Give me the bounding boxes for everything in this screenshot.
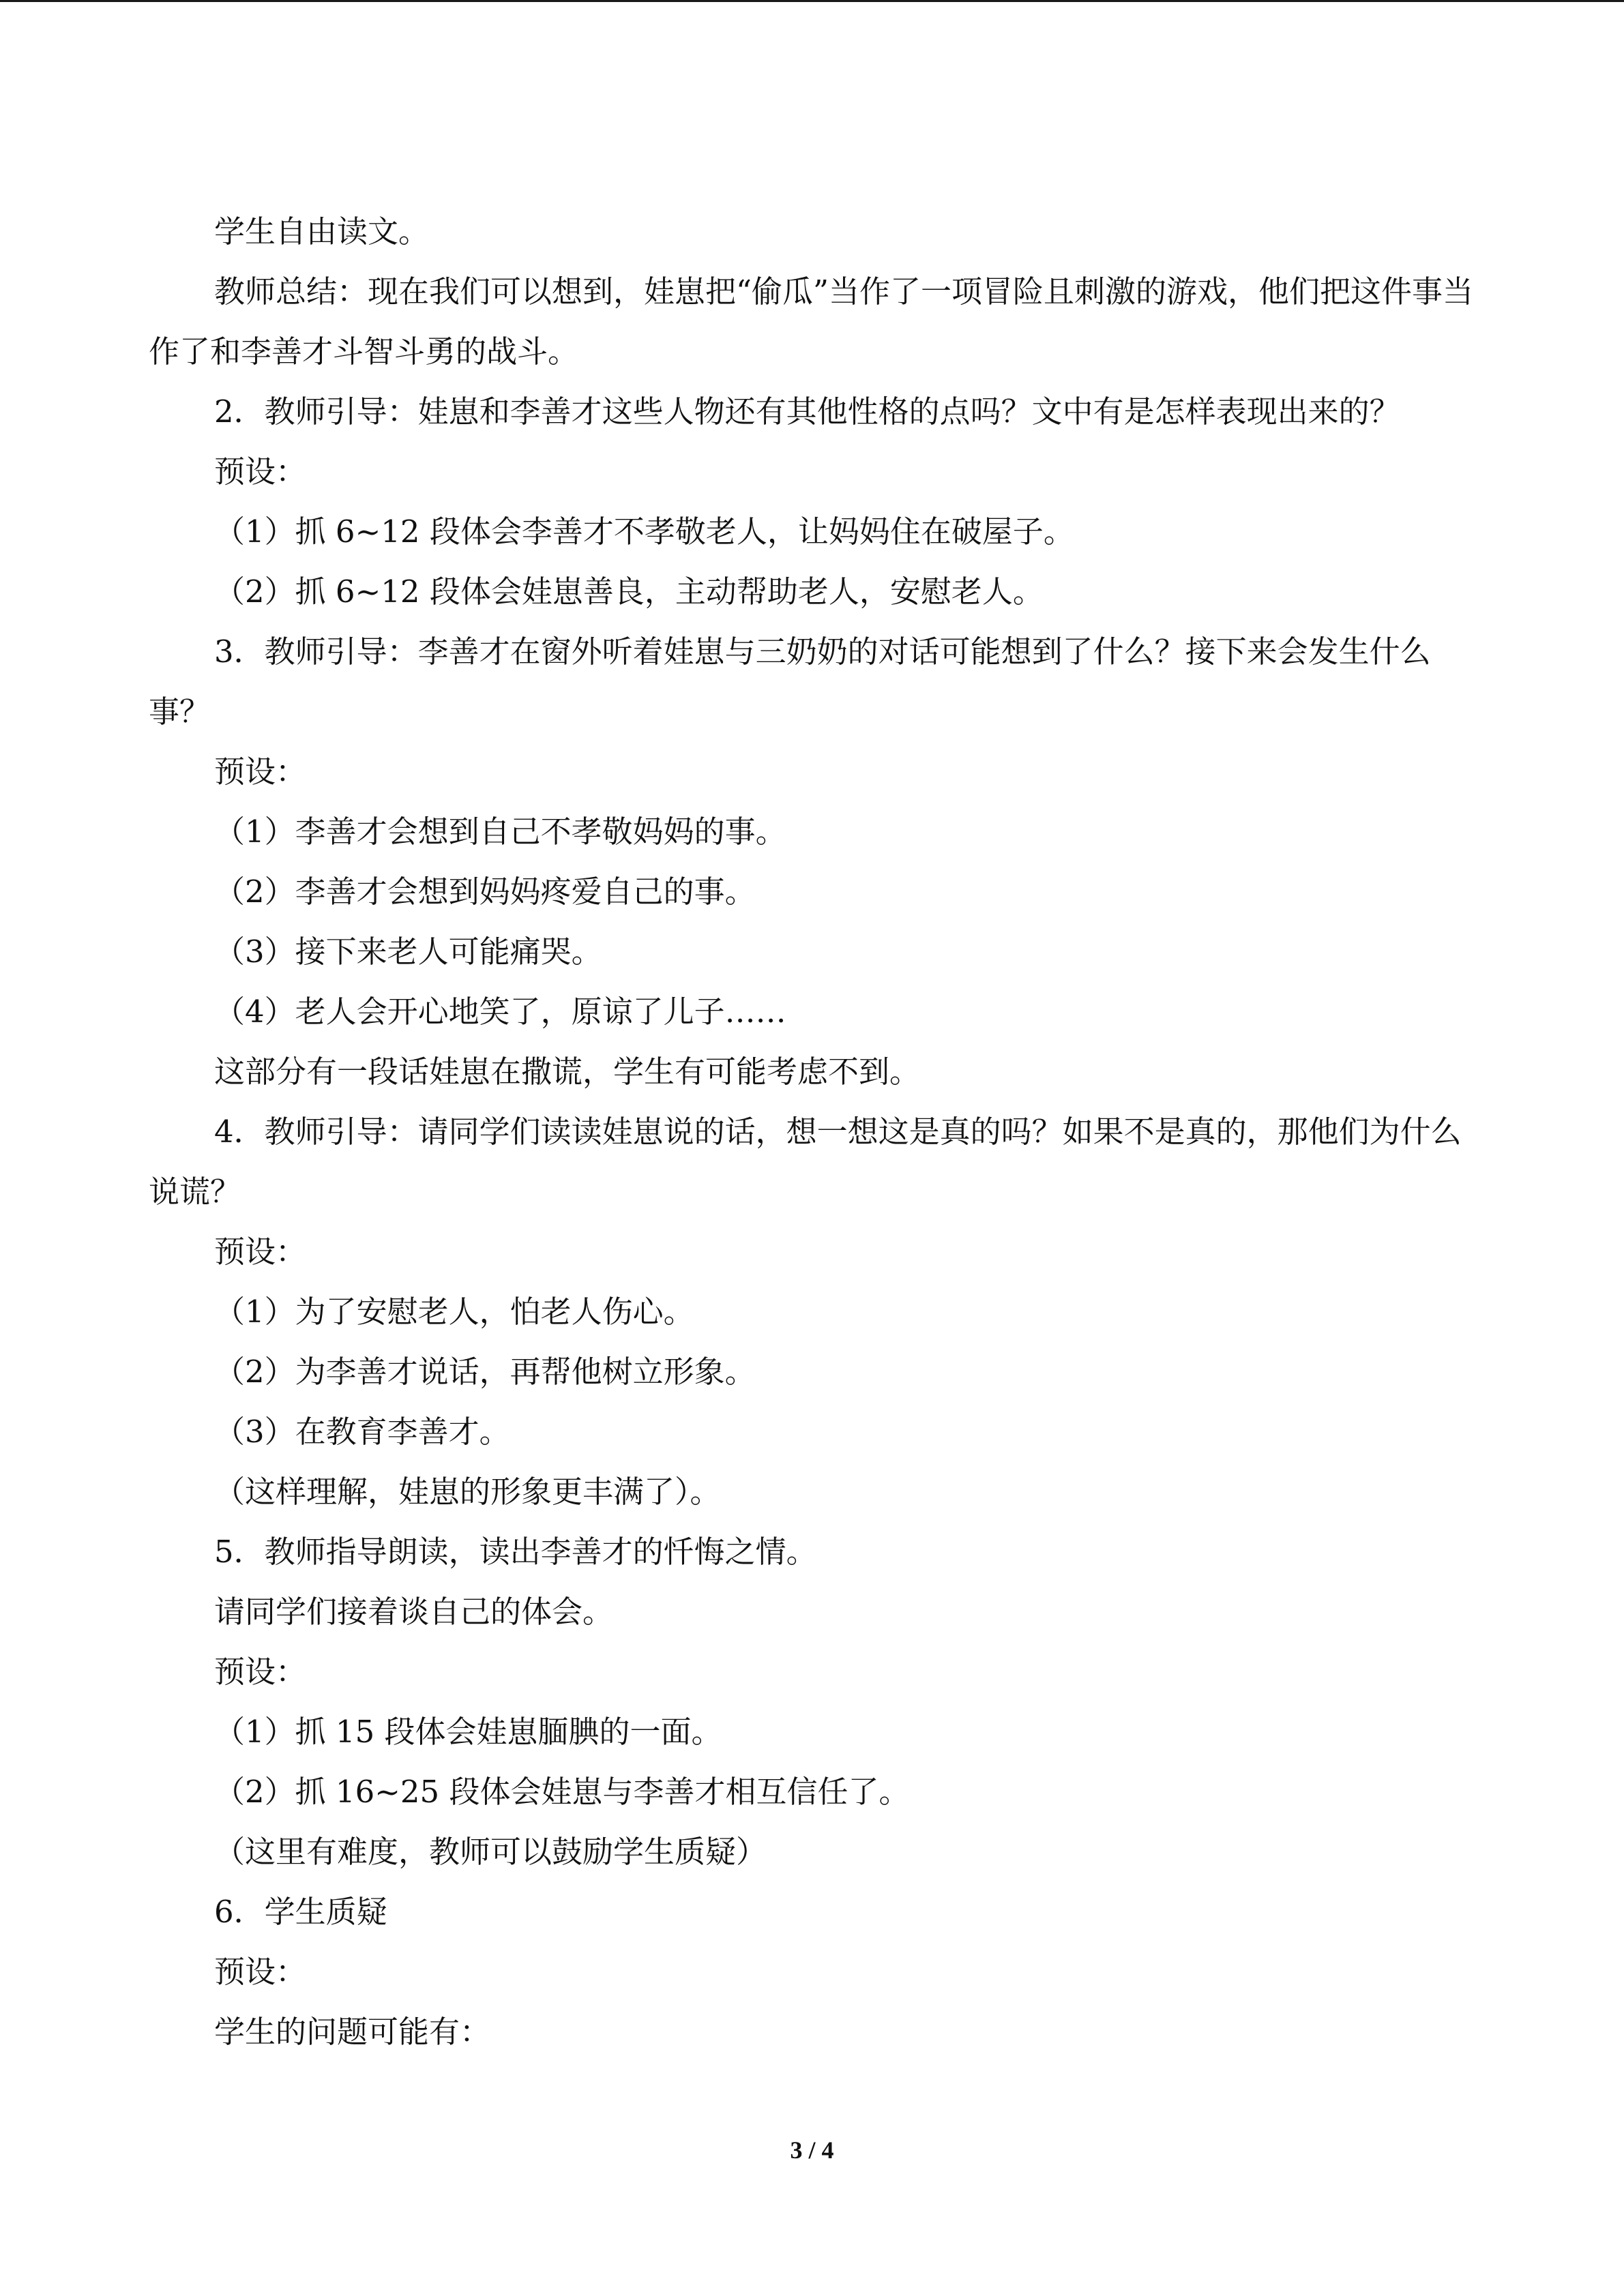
paragraph: （这样理解，娃崽的形象更丰满了）。 (214, 1474, 721, 1510)
list-item: （3）接下来老人可能痛哭。 (214, 934, 602, 970)
paragraph: 学生自由读文。 (214, 213, 430, 250)
paragraph: 预设： (214, 1654, 307, 1690)
list-item: （2）抓 16~25 段体会娃崽与李善才相互信任了。 (214, 1774, 910, 1810)
paragraph: 2．教师引导：娃崽和李善才这些人物还有其他性格的点吗？文中有是怎样表现出来的？ (214, 393, 1400, 430)
page-number: 3 / 4 (790, 2136, 834, 2164)
paragraph: 这部分有一段话娃崽在撒谎，学生有可能考虑不到。 (214, 1054, 921, 1090)
list-item: （3）在教育李善才。 (214, 1414, 510, 1450)
paragraph: （这里有难度，教师可以鼓励学生质疑） (214, 1834, 767, 1870)
paragraph: 预设： (214, 1954, 307, 1990)
list-item: （2）为李善才说话，再帮他树立形象。 (214, 1354, 756, 1390)
paragraph: 学生的问题可能有： (214, 2014, 491, 2050)
paragraph: 教师总结：现在我们可以想到，娃崽把“偷瓜”当作了一项冒险且刺激的游戏，他们把这件事当作了和李善才斗智斗勇的战斗。 (149, 273, 1474, 370)
paragraph: 3．教师引导：李善才在窗外听着娃崽与三奶奶的对话可能想到了什么？接下来会发生什么事？ (149, 633, 1431, 730)
paragraph: 4．教师引导：请同学们读读娃崽说的话，想一想这是真的吗？如果不是真的，那他们为什么说谎？ (149, 1114, 1462, 1210)
list-item: （1）抓 6~12 段体会李善才不孝敬老人，让妈妈住在破屋子。 (214, 513, 1074, 550)
top-rule (0, 0, 1624, 2)
paragraph: 预设： (214, 754, 307, 790)
paragraph: 预设： (214, 1234, 307, 1270)
list-item: （2）李善才会想到妈妈疼爱自己的事。 (214, 874, 756, 910)
list-item: （1）为了安慰老人，怕老人伤心。 (214, 1294, 694, 1330)
paragraph: 5．教师指导朗读，读出李善才的忏悔之情。 (214, 1534, 817, 1570)
list-item: （1）抓 15 段体会娃崽腼腆的一面。 (214, 1714, 722, 1750)
document-body (149, 202, 1479, 2062)
paragraph: 请同学们接着谈自己的体会。 (214, 1594, 614, 1630)
list-item: （2）抓 6~12 段体会娃崽善良，主动帮助老人，安慰老人。 (214, 573, 1044, 610)
list-item: （1）李善才会想到自己不孝敬妈妈的事。 (214, 814, 786, 850)
paragraph: 预设： (214, 453, 307, 490)
paragraph: 6．学生质疑 (214, 1894, 387, 1930)
list-item: （4）老人会开心地笑了，原谅了儿子…… (214, 994, 786, 1030)
